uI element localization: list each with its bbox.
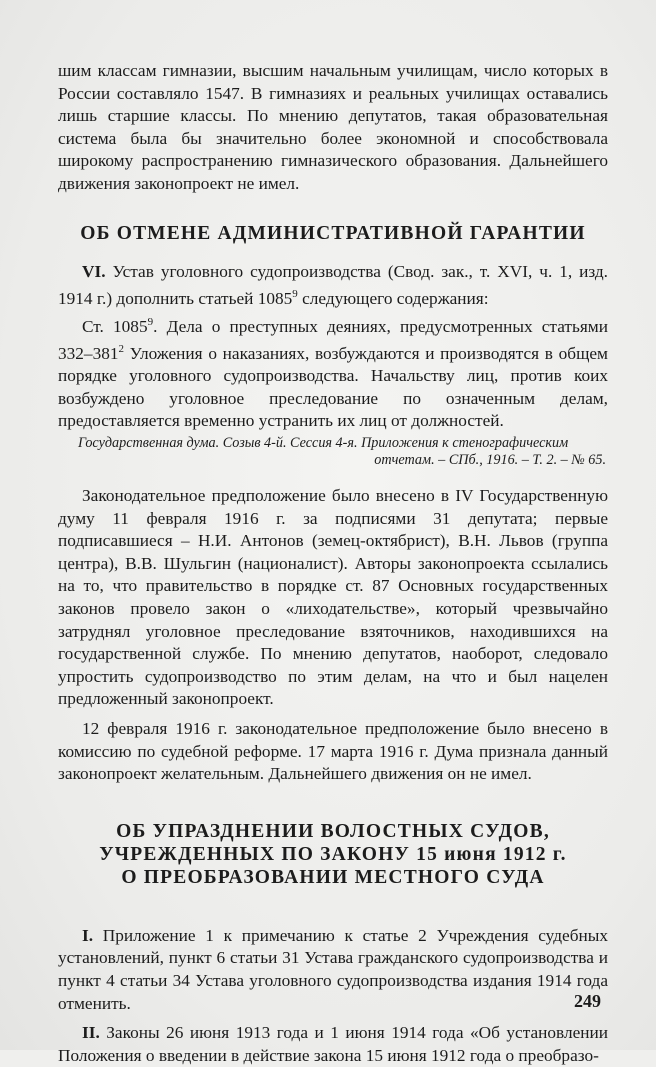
article-1085-sup2: 2 (118, 342, 124, 355)
source-line-1: Государственная дума. Созыв 4-й. Сессия 4-я. Приложения к стенографическим (78, 435, 569, 452)
article-1085-paragraph (58, 311, 608, 434)
commentary-paragraph-2: 12 февраля 1916 г. законодательное предположение было внесено в комиссию по судебной реформе. 17 марта 1916 г. Дума признала данный законопроект желательным. Дальнейшего движения он не имел. (58, 718, 608, 784)
article-vi-sup: 9 (292, 288, 298, 301)
section-heading-volost (58, 820, 608, 889)
heading-volost-line-3: О ПРЕОБРАЗОВАНИИ МЕСТНОГО СУДА (121, 866, 545, 888)
article-ii-text: Законы 26 июня 1913 года и 1 июня 1914 года «Об установлении Положения о введении в действие закона 15 июня 1912 года о преобразо- (58, 1023, 608, 1065)
article-ii-label: II. (82, 1023, 100, 1043)
heading-volost-line-1: ОБ УПРАЗДНЕНИИ ВОЛОСТНЫХ СУДОВ, (116, 820, 550, 842)
article-i-text: Приложение 1 к примечанию к статье 2 Учреждения судебных установлений, пункт 6 статьи 31 Устава гражданского судопроизводства и пункт 4 статьи 34 Устава уголовного судопроизводства издания 1914 года отменить. (58, 925, 608, 1013)
article-1085-text-a: Ст. 1085 (82, 316, 148, 336)
article-vi-label: VI. (82, 261, 106, 281)
section-heading-admin: ОБ ОТМЕНЕ АДМИНИСТРАТИВНОЙ ГАРАНТИИ (80, 222, 586, 244)
heading-volost-line-2: УЧРЕЖДЕННЫХ ПО ЗАКОНУ 15 июня 1912 г. (99, 843, 567, 865)
article-i-paragraph (58, 925, 608, 1015)
commentary-paragraph-1: Законодательное предположение было внесено в IV Государственную думу 11 февраля 1916 г. за подписями 31 депутата; первые подписавшиеся – Н.И. Антонов (земец-октябрист), В.Н. Львов (группа центра), В.В. Шульгин (националист). Авторы законопроекта ссылались на то, что правительство в порядке ст. 87 Основных государственных законов провело закон о «лиходательстве», который чрезвычайно затруднял уголовное преследование взяточников, находившихся на государственной службе. По мнению депутатов, наоборот, следовало упростить судопроизводство по этим делам, на что и был нацелен предложенный законопроект. (58, 486, 608, 709)
article-1085-sup: 9 (147, 315, 154, 328)
article-vi-text-b: следующего содержания: (297, 288, 489, 308)
article-i-label: I. (82, 925, 94, 945)
article-1085-text-c: Уложения о наказаниях, возбуждаются и производятся в общем порядке уголовного судопроизводства. Начальству лиц, против коих возбуждено уголовное преследование по означенным делам, предоставляется временно устранить их лиц от должностей. (58, 343, 608, 431)
source-citation (58, 435, 606, 469)
article-1085-text-b: . Дела о преступных деяниях, предусмотренных статьями 332–381 (58, 316, 608, 363)
page-number: 249 (574, 991, 601, 1011)
source-line-2: отчетам. – СПб., 1916. – Т. 2. – № 65. (374, 452, 606, 469)
intro-paragraph: шим классам гимназии, высшим начальным училищам, число которых в России составляло 1547. В гимназиях и реальных училищах оставались лишь старшие классы. По мнению депутатов, такая образовательная система была бы значительно более экономной и способствовала широкому распространению гимназического образования. Дальнейшего движения законопроект не имел. (58, 61, 608, 193)
article-vi-paragraph (58, 261, 608, 311)
article-ii-paragraph (58, 1022, 608, 1067)
article-vi-text-a: Устав уголовного судопроизводства (Свод. зак., т. XVI, ч. 1, изд. 1914 г.) дополнить статьей 1085 (58, 261, 608, 308)
